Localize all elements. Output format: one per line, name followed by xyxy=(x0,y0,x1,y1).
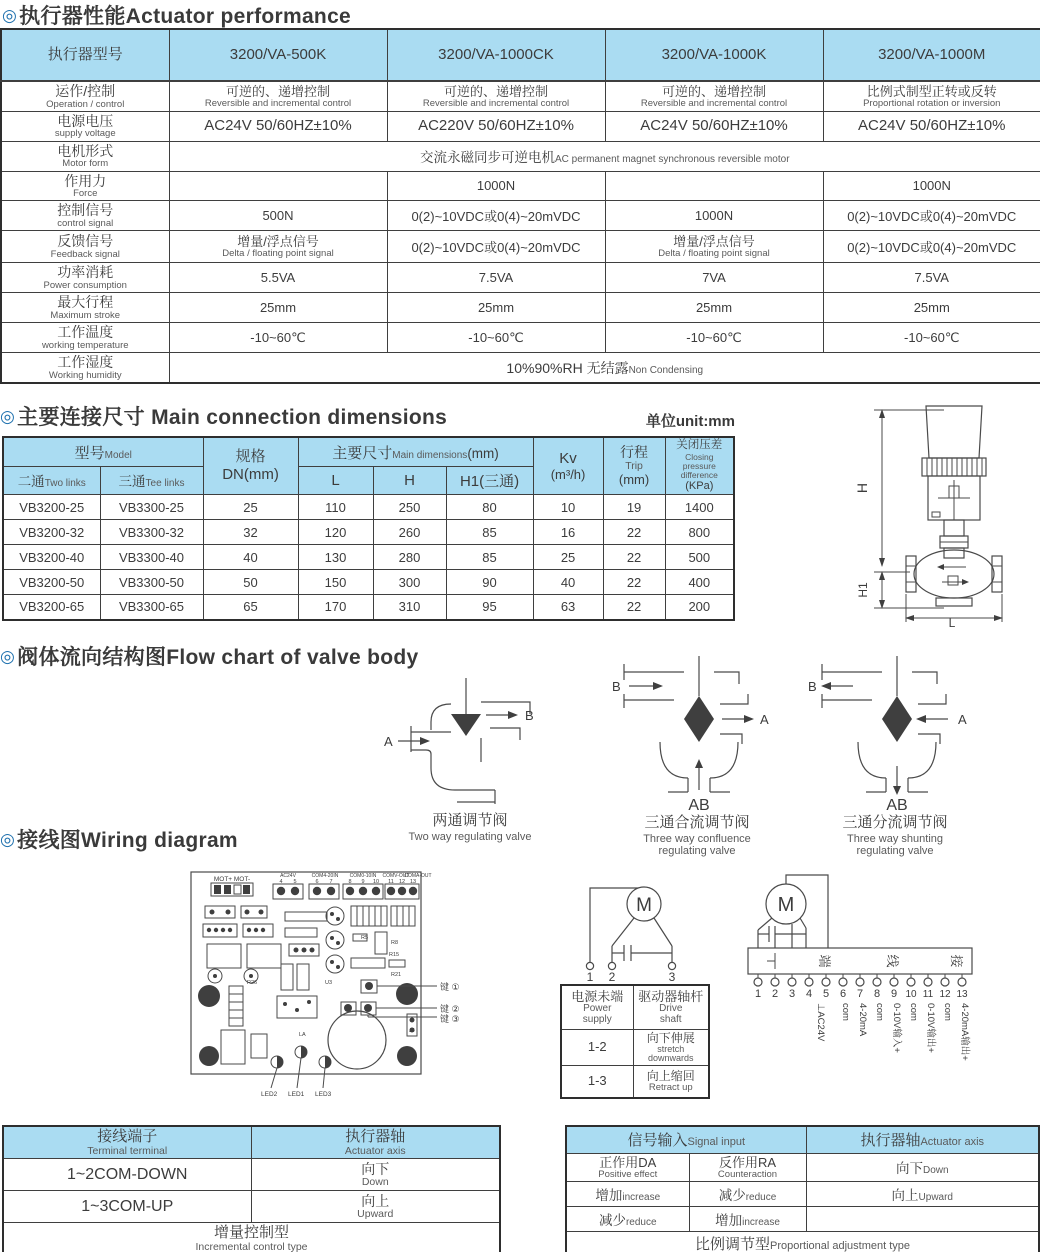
row-label: 反馈信号 Feedback signal xyxy=(1,231,169,263)
svg-text:11: 11 xyxy=(922,989,934,1000)
svg-text:AC24V: AC24V xyxy=(280,873,296,879)
svg-text:6: 6 xyxy=(839,988,847,1000)
svg-text:COMA-OUT: COMA-OUT xyxy=(404,873,432,879)
cell: -10~60℃ xyxy=(169,323,387,353)
section-bullet-icon: ◎ xyxy=(2,6,18,25)
header-closing-pressure: 关闭压差 Closing pressure difference (KPa) xyxy=(665,437,734,495)
cell: 减少reduce xyxy=(689,1182,806,1207)
svg-text:6: 6 xyxy=(315,879,319,885)
header-h1: H1(三通) xyxy=(446,467,533,495)
row-label: 功率消耗 Power consumption xyxy=(1,263,169,293)
svg-text:键 ①: 键 ① xyxy=(440,982,460,992)
performance-header-row xyxy=(1,29,1040,81)
cell: 25mm xyxy=(387,293,605,323)
row-max-stroke xyxy=(1,293,1040,323)
svg-text:COM0-10IN: COM0-10IN xyxy=(349,873,377,879)
svg-text:B: B xyxy=(808,679,817,694)
svg-text:2: 2 xyxy=(771,988,779,1000)
svg-text:1: 1 xyxy=(754,988,762,1000)
row-down xyxy=(3,1159,500,1191)
header-signal-input: 信号输入Signal input xyxy=(566,1126,806,1153)
row-supply-voltage xyxy=(1,111,1040,141)
svg-text:7: 7 xyxy=(329,879,333,885)
row-label: 工作温度 working temperature xyxy=(1,323,169,353)
dim-row: VB3200-65 VB3300-65 65 170 310 95 63 22 200 xyxy=(3,595,734,620)
main-dimensions-table xyxy=(2,436,735,621)
row-1-3 xyxy=(561,1066,709,1098)
svg-text:R21: R21 xyxy=(391,972,402,978)
row-up xyxy=(3,1191,500,1223)
cell: AC24V 50/60HZ±10% xyxy=(169,111,387,141)
cell: 向上 Upward xyxy=(251,1191,500,1223)
cell: 增加increase xyxy=(566,1182,689,1207)
svg-text:U3: U3 xyxy=(325,980,333,986)
header-row xyxy=(566,1126,1039,1153)
cell: 反作用RA Counteraction xyxy=(689,1153,806,1182)
section-bullet-icon: ◎ xyxy=(0,830,16,849)
svg-text:端: 端 xyxy=(817,954,832,968)
svg-text:键 ③: 键 ③ xyxy=(440,1014,460,1024)
row-control-signal xyxy=(1,201,1040,231)
row-label: 运作/控制 Operation / control xyxy=(1,81,169,111)
actuator-performance-table xyxy=(0,28,1040,384)
dim-row: VB3200-32 VB3300-32 32 120 260 85 16 22 800 xyxy=(3,520,734,545)
header-actuator-axis: 执行器轴Actuator axis xyxy=(806,1126,1039,1153)
svg-text:B: B xyxy=(612,679,621,694)
terminal-actuator-table xyxy=(2,1125,501,1252)
corner-cell: 执行器型号 xyxy=(1,29,169,81)
svg-text:R15: R15 xyxy=(389,952,400,958)
cell: 向下伸展 stretch downwards xyxy=(633,1029,709,1066)
cell: 正作用DA Positive effect xyxy=(566,1153,689,1182)
cell xyxy=(169,171,387,201)
svg-text:4: 4 xyxy=(805,988,813,1000)
cell: 向上Upward xyxy=(806,1182,1039,1207)
three-way-shunting-diagram xyxy=(800,652,990,812)
cell: 可逆的、递增控制 Reversible and incremental control xyxy=(605,81,823,111)
row-motor-form xyxy=(1,141,1040,171)
cell xyxy=(806,1207,1039,1232)
cell: 0(2)~10VDC或0(4)~20mVDC xyxy=(387,201,605,231)
motor-wiring-diagram-simple xyxy=(560,874,710,982)
cell: 1-3 xyxy=(561,1066,633,1098)
svg-text:com: com xyxy=(840,1003,851,1021)
svg-text:4-20mA: 4-20mA xyxy=(857,1003,868,1037)
svg-text:9: 9 xyxy=(361,879,365,885)
header-drive-shaft: 驱动器轴杆 Drive shaft xyxy=(633,985,709,1029)
cell: 增量/浮点信号 Delta / floating point signal xyxy=(605,231,823,263)
cell: 比例式制型正转或反转 Proportional rotation or inversion xyxy=(823,81,1040,111)
svg-text:11: 11 xyxy=(388,879,394,885)
svg-text:4-20mA输出+: 4-20mA输出+ xyxy=(959,1003,970,1061)
dim-header-row-1 xyxy=(3,437,734,467)
svg-text:R5: R5 xyxy=(361,935,369,941)
section-bullet-icon: ◎ xyxy=(0,647,16,666)
svg-text:LED2: LED2 xyxy=(261,1091,278,1098)
cell: 1000N xyxy=(823,171,1040,201)
svg-text:3: 3 xyxy=(788,988,796,1000)
header-h: H xyxy=(373,467,446,495)
header-two-links: 二通Two links xyxy=(3,467,100,495)
row-label: 电源电压 supply voltage xyxy=(1,111,169,141)
dim-row: VB3200-25 VB3300-25 25 110 250 80 10 19 1400 xyxy=(3,495,734,520)
cell: 500N xyxy=(169,201,387,231)
cell: 向下Down xyxy=(806,1153,1039,1182)
dimension-h xyxy=(854,409,944,567)
dim-row: VB3200-40 VB3300-40 40 130 280 85 25 22 500 xyxy=(3,545,734,570)
row-reduce xyxy=(566,1207,1039,1232)
signal-input-table xyxy=(565,1125,1040,1252)
header-kv: Kv (m³/h) xyxy=(533,437,603,495)
cell: -10~60℃ xyxy=(605,323,823,353)
flow-arrow-b xyxy=(808,679,853,694)
footer-row xyxy=(3,1223,500,1252)
row-operation xyxy=(1,81,1040,111)
svg-text:1: 1 xyxy=(586,970,594,982)
cell: 7VA xyxy=(605,263,823,293)
flow-arrow-b xyxy=(612,679,663,694)
header-terminal: 接线端子 Terminal terminal xyxy=(3,1126,251,1159)
header-model: 型号Model xyxy=(3,437,203,467)
footer-cell: 比例调节型Proportional adjustment type xyxy=(566,1232,1039,1252)
cell: 可逆的、递增控制 Reversible and incremental control xyxy=(387,81,605,111)
svg-text:R26: R26 xyxy=(247,980,258,986)
svg-text:0-10V输出+: 0-10V输出+ xyxy=(925,1003,936,1053)
capacitor-symbol xyxy=(612,945,672,961)
footer-cell: 增量控制型 Incremental control type xyxy=(3,1223,500,1252)
svg-text:com: com xyxy=(874,1003,885,1021)
svg-text:5: 5 xyxy=(293,879,297,885)
cell: 增加increase xyxy=(689,1207,806,1232)
power-supply-drive-table xyxy=(560,984,710,1099)
dim-row: VB3200-50 VB3300-50 50 150 300 90 40 22 400 xyxy=(3,570,734,595)
svg-text:H: H xyxy=(854,482,870,494)
cell: AC220V 50/60HZ±10% xyxy=(387,111,605,141)
dimension-l xyxy=(905,594,1003,628)
header-l: L xyxy=(298,467,373,495)
terminal-function-labels xyxy=(815,1003,971,1061)
svg-text:AB: AB xyxy=(688,797,710,812)
svg-text:COM4-20IN: COM4-20IN xyxy=(311,873,339,879)
cell: 0(2)~10VDC或0(4)~20mVDC xyxy=(823,231,1040,263)
cell: 25mm xyxy=(823,293,1040,323)
cell: 1000N xyxy=(605,201,823,231)
cell: 向上缩回 Retract up xyxy=(633,1066,709,1098)
shunting-caption: 三通分流调节阀 Three way shunting regulating valve xyxy=(842,814,948,858)
model-column-4: 3200/VA-1000M xyxy=(823,29,1040,81)
svg-text:13: 13 xyxy=(956,989,968,1000)
svg-text:⊥AC24V: ⊥AC24V xyxy=(815,1003,826,1042)
svg-text:B: B xyxy=(525,708,534,723)
header-main-dimensions: 主要尺寸Main dimensions(mm) xyxy=(298,437,533,467)
svg-text:H1: H1 xyxy=(856,582,870,598)
row-force xyxy=(1,171,1040,201)
model-column-2: 3200/VA-1000CK xyxy=(387,29,605,81)
header-spec: 规格 DN(mm) xyxy=(203,437,298,495)
svg-text:10: 10 xyxy=(905,989,917,1000)
cell: 25mm xyxy=(605,293,823,323)
two-way-valve-diagram xyxy=(378,674,563,810)
cell: 1~3COM-UP xyxy=(3,1191,251,1223)
svg-text:8: 8 xyxy=(348,879,352,885)
header-power-supply: 电源未端 Power supply xyxy=(561,985,633,1029)
svg-text:M: M xyxy=(636,895,652,916)
svg-text:COMV-OUT: COMV-OUT xyxy=(382,873,410,879)
flow-arrow-a xyxy=(916,712,967,727)
cell: 5.5VA xyxy=(169,263,387,293)
svg-text:R8: R8 xyxy=(391,940,399,946)
svg-text:8: 8 xyxy=(873,988,881,1000)
flow-arrow-a xyxy=(722,712,769,727)
svg-text:线: 线 xyxy=(885,954,900,968)
header-row xyxy=(561,985,709,1029)
flow-arrow-b xyxy=(486,708,534,723)
model-column-1: 3200/VA-500K xyxy=(169,29,387,81)
dimension-h1 xyxy=(856,571,944,609)
svg-text:LA: LA xyxy=(299,1032,306,1038)
svg-text:5: 5 xyxy=(822,988,830,1000)
row-increase xyxy=(566,1182,1039,1207)
row-feedback-signal xyxy=(1,231,1040,263)
cell: 减少reduce xyxy=(566,1207,689,1232)
cell: 25mm xyxy=(169,293,387,323)
row-1-2 xyxy=(561,1029,709,1066)
cell: 1-2 xyxy=(561,1029,633,1066)
row-effect xyxy=(566,1153,1039,1182)
flow-arrow-ab xyxy=(886,766,907,812)
header-actuator-axis: 执行器轴 Actuator axis xyxy=(251,1126,500,1159)
cell xyxy=(605,171,823,201)
cell: 向下 Down xyxy=(251,1159,500,1191)
svg-text:A: A xyxy=(958,712,967,727)
section-title-dimensions: ◎主要连接尺寸 Main connection dimensions xyxy=(0,406,448,429)
cell: 1~2COM-DOWN xyxy=(3,1159,251,1191)
cell: 增量/浮点信号 Delta / floating point signal xyxy=(169,231,387,263)
cell: -10~60℃ xyxy=(387,323,605,353)
row-working-humidity xyxy=(1,353,1040,383)
section-title-wiring: ◎接线图Wiring diagram xyxy=(0,829,238,852)
capacitor-symbol xyxy=(758,926,806,942)
svg-text:L: L xyxy=(948,616,956,628)
svg-text:12: 12 xyxy=(939,989,951,1000)
svg-text:A: A xyxy=(760,712,769,727)
cell-span: 10%90%RH 无结露Non Condensing xyxy=(169,353,1040,383)
two-way-caption: 两通调节阀 Two way regulating valve xyxy=(408,812,532,843)
cell-span: 交流永磁同步可逆电机AC permanent magnet synchronous reversible motor xyxy=(169,141,1040,171)
row-power-consumption xyxy=(1,263,1040,293)
svg-text:A: A xyxy=(384,734,393,749)
cell: 可逆的、递增控制 Reversible and incremental control xyxy=(169,81,387,111)
svg-text:12: 12 xyxy=(398,879,406,885)
header-row xyxy=(3,1126,500,1159)
actuator-body xyxy=(922,406,986,558)
cell: 0(2)~10VDC或0(4)~20mVDC xyxy=(823,201,1040,231)
svg-text:LED1: LED1 xyxy=(288,1091,305,1098)
svg-text:10: 10 xyxy=(372,879,380,885)
header-tee-links: 三通Tee links xyxy=(100,467,203,495)
footer-row xyxy=(566,1232,1039,1252)
cell: -10~60℃ xyxy=(823,323,1040,353)
section-bullet-icon: ◎ xyxy=(0,407,16,426)
svg-text:AB: AB xyxy=(886,797,908,812)
svg-text:3: 3 xyxy=(668,970,676,982)
flow-arrow-a xyxy=(384,734,430,749)
svg-text:com: com xyxy=(908,1003,919,1021)
unit-label: 单位unit:mm xyxy=(645,413,735,430)
row-label: 控制信号 control signal xyxy=(1,201,169,231)
model-column-3: 3200/VA-1000K xyxy=(605,29,823,81)
terminal-pins xyxy=(754,974,968,1000)
svg-text:0-10V输入+: 0-10V输入+ xyxy=(891,1003,902,1053)
row-working-temperature xyxy=(1,323,1040,353)
svg-text:2: 2 xyxy=(608,970,616,982)
svg-text:接: 接 xyxy=(949,954,964,968)
cell: AC24V 50/60HZ±10% xyxy=(823,111,1040,141)
row-label: 工作湿度 Working humidity xyxy=(1,353,169,383)
row-label: 最大行程 Maximum stroke xyxy=(1,293,169,323)
svg-text:键 ②: 键 ② xyxy=(440,1004,460,1014)
row-label: 作用力 Force xyxy=(1,171,169,201)
valve-technical-drawing xyxy=(848,396,1040,628)
section-title-performance: ◎执行器性能Actuator performance xyxy=(2,5,352,28)
svg-text:7: 7 xyxy=(856,988,864,1000)
confluence-caption: 三通合流调节阀 Three way confluence regulating valve xyxy=(643,814,751,858)
header-trip: 行程 Trip (mm) xyxy=(603,437,665,495)
cell: AC24V 50/60HZ±10% xyxy=(605,111,823,141)
svg-text:LED3: LED3 xyxy=(315,1091,332,1098)
svg-text:4: 4 xyxy=(279,879,283,885)
cell: 0(2)~10VDC或0(4)~20mVDC xyxy=(387,231,605,263)
svg-text:13: 13 xyxy=(409,879,417,885)
cell: 7.5VA xyxy=(387,263,605,293)
flow-arrow-ab xyxy=(688,759,709,812)
svg-text:M: M xyxy=(777,894,795,916)
pcb-board-diagram xyxy=(185,864,485,1099)
section-title-flow-chart: ◎阀体流向结构图Flow chart of valve body xyxy=(0,646,419,669)
motor-wiring-diagram-full xyxy=(742,870,1040,1095)
svg-text:MOT+ MOT-: MOT+ MOT- xyxy=(213,876,251,883)
svg-text:com: com xyxy=(942,1003,953,1021)
cell: 1000N xyxy=(387,171,605,201)
three-way-confluence-diagram xyxy=(602,652,792,812)
cell: 7.5VA xyxy=(823,263,1040,293)
row-label: 电机形式 Motor form xyxy=(1,141,169,171)
svg-text:9: 9 xyxy=(890,988,898,1000)
